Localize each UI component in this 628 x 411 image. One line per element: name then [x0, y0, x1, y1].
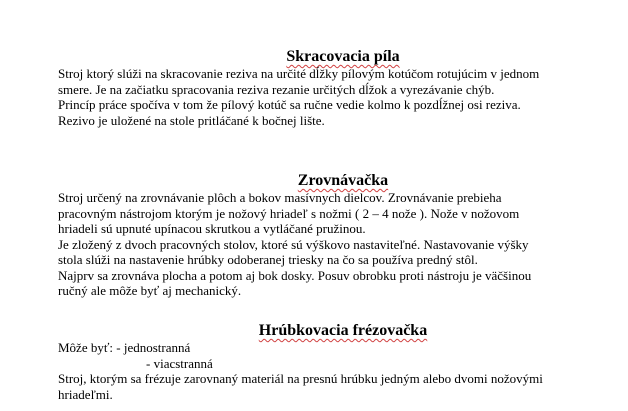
section-title: Skracovacia píla — [286, 48, 400, 65]
paragraph-line: Rezivo je uložené na stole pritláčané k bočnej lište. — [58, 112, 325, 128]
paragraph-line: stola slúži na nastavenie hrúbky odoberanej triesky na čo sa používa predný stôl. — [58, 252, 478, 267]
paragraph-line: Je zložený z dvoch pracovných stolov, ktoré sú výškovo nastaviteľné. Nastavovanie výšky — [58, 236, 529, 252]
paragraph-line: Stroj určený na zrovnávanie plôch a bokov masívnych dielcov. Zrovnávanie prebieha — [58, 190, 502, 205]
paragraph-line: hriadeli sú upnuté upínacou skrutkou a vytláčané pružinou. — [58, 221, 366, 236]
section-zrovnavacka — [58, 172, 618, 299]
paragraph-line: pracovným nástrojom ktorým je nožový hriadeľ s nožmi ( 2 – 4 nože ). Nože v nožovom — [58, 205, 520, 221]
section-skracovacia-pila — [58, 48, 618, 128]
paragraph-line: Najprv sa zrovnáva plocha a potom aj bok dosky. Posuv obrobku proti nástroju je väčšinou — [58, 267, 532, 283]
paragraph-line: Stroj ktorý slúži na skracovanie reziva na určité dĺžky pílovým kotúčom rotujúcim v jednom — [58, 66, 540, 81]
list-intro: Môže byť: - jednostranná — [58, 340, 191, 355]
section-title: Hrúbkovacia frézovačka — [258, 322, 428, 339]
section-hrubkovacia-frezovacka — [58, 322, 618, 402]
paragraph-line: smere. Je na začiatku spracovania reziva rezanie určitých dĺžok a vyrezávanie chýb. — [58, 81, 495, 97]
paragraph-line: hriadeľmi. — [58, 386, 113, 402]
paragraph-line: ručný ale môže byť aj mechanický. — [58, 283, 242, 298]
list-item: - viacstranná — [146, 355, 213, 371]
section-title: Zrovnávačka — [297, 172, 389, 189]
paragraph-line: Princíp práce spočíva v tom že pílový kotúč sa ručne vedie kolmo k pozdĺžnej osi reziva. — [58, 97, 521, 112]
paragraph-line: Stroj, ktorým sa frézuje zarovnaný materiál na presnú hrúbku jedným alebo dvomi nožovými — [58, 371, 543, 386]
